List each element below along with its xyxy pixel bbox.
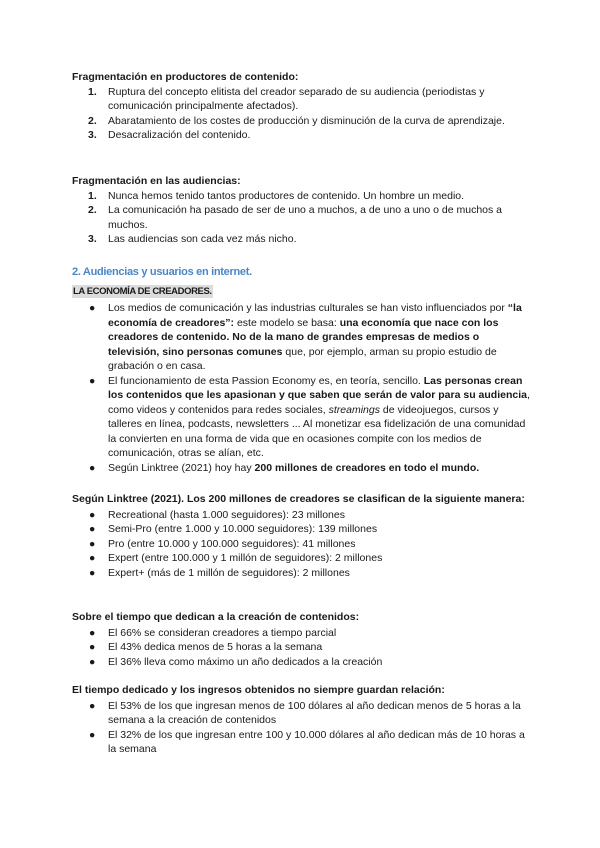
list-item: ● El funcionamiento de esta Passion Economy es, en teoría, sencillo. Las personas crean los contenidos que les apasionan y que saben que serán de valor para su audiencia, como videos y contenidos para redes sociales, streamings de videojuegos, cursos y talleres en línea, podcasts, newsletters ... Al monetizar esa fidelización de una comunidad la convierten en una forma de vida que en ocasiones compite con los medios de comunicación, otras se alían, etc. <box>89 374 530 459</box>
list-tiempo <box>72 626 532 670</box>
list-number: 3. <box>88 129 97 141</box>
list-number: 2. <box>88 114 97 127</box>
bullet-icon: ● <box>89 699 96 712</box>
list-text: Ruptura del concepto elitista del creador separado de su audiencia (periodistas y comunicación principalmente afectados). <box>108 85 485 112</box>
section-clasificacion <box>72 492 532 580</box>
bullet-icon: ● <box>89 728 96 741</box>
list-audiencias <box>72 189 532 247</box>
list-item: ● Los medios de comunicación y las industrias culturales se han visto influenciados por “la economía de creadores”: este modelo se basa: una economía que nace con los creadores de contenido. No de la mano de grandes empresas de medios o televisión, sino personas comunes que, por ejemplo, arman su propio estudio de grabación o en casa. <box>89 302 522 372</box>
section-audiencias <box>72 174 532 247</box>
list-text: La comunicación ha pasado de ser de uno a muchos, a de uno a uno o de muchos a muchos. <box>108 204 503 231</box>
bullet-icon: ● <box>89 461 96 474</box>
list-productores <box>72 85 532 143</box>
section-ingresos <box>72 683 532 757</box>
list-number: 1. <box>88 85 97 98</box>
list-number: 2. <box>88 204 97 216</box>
bullet-icon: ● <box>89 508 96 521</box>
list-item: ● Recreational (hasta 1.000 seguidores): 23 millones <box>89 508 345 521</box>
list-item: ● Expert+ (más de 1 millón de seguidores): 2 millones <box>89 566 350 579</box>
bullet-icon: ● <box>89 626 96 639</box>
bullet-icon: ● <box>89 537 96 550</box>
list-item: ● Semi-Pro (entre 1.000 y 10.000 seguidores): 139 millones <box>89 523 378 535</box>
list-item: ● El 32% de los que ingresan entre 100 y 10.000 dólares al año dedican más de 10 horas a la semana <box>89 728 525 755</box>
section-economia-creadores <box>72 265 532 475</box>
heading-tiempo: Sobre el tiempo que dedican a la creación de contenidos: <box>72 611 360 623</box>
list-item <box>72 203 532 232</box>
section-title: 2. Audiencias y usuarios en internet. <box>72 266 252 278</box>
list-text: Las audiencias son cada vez más nicho. <box>108 233 297 245</box>
list-item: ● El 66% se consideran creadores a tiempo parcial <box>89 626 337 639</box>
list-item: ● El 53% de los que ingresan menos de 100 dólares al año dedican menos de 5 horas a la semana a la creación de contenidos <box>89 699 521 726</box>
bullet-icon: ● <box>89 523 96 535</box>
heading-clasificacion: Según Linktree (2021). Los 200 millones de creadores se clasifican de la siguiente manera: <box>72 493 525 505</box>
heading-productores: Fragmentación en productores de contenido: <box>72 71 299 83</box>
list-number: 3. <box>88 233 97 245</box>
list-item: ● El 43% dedica menos de 5 horas a la semana <box>89 641 323 653</box>
section-productores <box>72 70 532 143</box>
list-item: ● El 36% lleva como máximo un año dedicados a la creación <box>89 655 383 668</box>
bullet-icon: ● <box>89 552 96 564</box>
list-item: ● Expert (entre 100.000 y 1 millón de seguidores): 2 millones <box>89 552 383 564</box>
heading-audiencias: Fragmentación en las audiencias: <box>72 175 241 187</box>
list-item <box>72 232 532 247</box>
list-text: Nunca hemos tenido tantos productores de contenido. Un hombre un medio. <box>108 189 465 202</box>
list-item <box>72 85 532 114</box>
list-item <box>72 128 532 143</box>
section-tiempo <box>72 610 532 669</box>
list-economia <box>72 301 532 475</box>
list-text: Abaratamiento de los costes de producción y disminución de la curva de aprendizaje. <box>108 114 505 127</box>
list-text: Desacralización del contenido. <box>108 129 251 141</box>
bullet-icon: ● <box>89 655 96 668</box>
list-item <box>72 189 532 204</box>
list-item: ● Según Linktree (2021) hoy hay 200 millones de creadores en todo el mundo. <box>89 461 480 474</box>
bullet-icon: ● <box>89 302 96 314</box>
list-clasificacion <box>72 508 532 581</box>
section-subtitle: LA ECONOMÍA DE CREADORES. <box>73 285 212 297</box>
list-ingresos <box>72 699 532 757</box>
bullet-icon: ● <box>89 374 96 387</box>
list-item: ● Pro (entre 10.000 y 100.000 seguidores): 41 millones <box>89 537 356 550</box>
list-item <box>72 114 532 129</box>
bullet-icon: ● <box>89 566 96 579</box>
bullet-icon: ● <box>89 641 96 653</box>
heading-ingresos: El tiempo dedicado y los ingresos obtenidos no siempre guardan relación: <box>72 684 445 696</box>
list-number: 1. <box>88 189 97 202</box>
